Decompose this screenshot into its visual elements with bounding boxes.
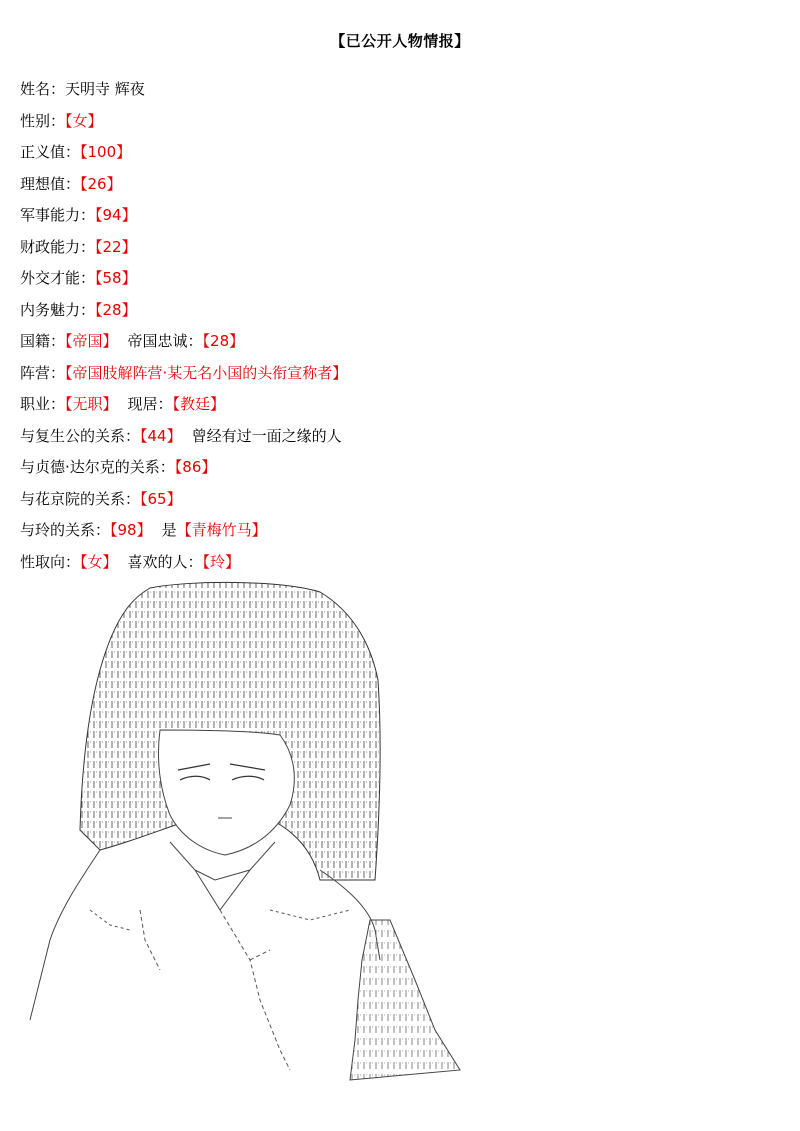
field-relation-jeanne [20, 456, 780, 488]
page-title: 【已公开人物情报】 [330, 32, 470, 50]
field-label: 理想值： [20, 174, 81, 193]
field-label: 职业： [20, 395, 66, 413]
field-value-secondary: 【教廷】 [172, 395, 226, 413]
field-name [20, 78, 780, 110]
field-label-secondary: 帝国忠诚： [127, 332, 203, 350]
field-orientation [20, 551, 780, 583]
field-label: 国籍： [20, 332, 66, 350]
field-label-secondary: 是 [161, 521, 177, 539]
field-text: 天明寺 辉夜 [65, 80, 145, 98]
field-label-secondary: 现居： [127, 395, 173, 413]
field-label: 姓名： [20, 80, 66, 98]
face-shape [158, 730, 294, 855]
profile-fields [20, 78, 780, 582]
field-value: 【94】 [95, 206, 137, 224]
field-nationality [20, 330, 780, 362]
field-value: 【26】 [80, 174, 122, 193]
field-value: 【帝国肢解阵营·某无名小国的头衔宣称者】 [65, 363, 348, 382]
field-diplomacy [20, 267, 780, 299]
field-value: 【100】 [80, 143, 132, 161]
ascii-art-figure [20, 580, 480, 1090]
field-label: 正义值： [20, 143, 81, 161]
field-value: 【22】 [95, 237, 137, 256]
field-value: 【28】 [95, 300, 137, 319]
field-justice [20, 141, 780, 173]
field-note: 曾经有过一面之缘的人 [191, 426, 342, 445]
field-label: 外交才能： [20, 269, 96, 287]
field-value-secondary: 【28】 [202, 332, 245, 350]
field-label: 与花京院的关系： [20, 489, 141, 508]
field-value: 【58】 [95, 269, 137, 287]
field-value: 【65】 [140, 489, 182, 508]
field-gender [20, 110, 780, 142]
field-relation-rei [20, 519, 780, 551]
field-finance [20, 236, 780, 268]
field-value: 【女】 [80, 552, 118, 571]
field-faction [20, 362, 780, 394]
field-relation-kakyoin [20, 488, 780, 520]
field-occupation [20, 393, 780, 425]
field-military [20, 204, 780, 236]
field-label: 阵营： [20, 363, 66, 382]
field-label: 与复生公的关系： [20, 426, 141, 445]
field-internal [20, 299, 780, 331]
field-value: 【帝国】 [65, 332, 118, 350]
field-value-secondary: 【玲】 [202, 552, 241, 571]
field-relation-fusheng [20, 425, 780, 457]
leg-shape [350, 920, 460, 1080]
field-label-secondary: 喜欢的人： [127, 552, 203, 571]
ascii-art-illustration [20, 580, 480, 1090]
field-label: 财政能力： [20, 237, 96, 256]
field-label: 内务魅力： [20, 300, 96, 319]
field-label: 军事能力： [20, 206, 96, 224]
field-ideal [20, 173, 780, 205]
field-value: 【86】 [174, 458, 217, 476]
field-value: 【98】 [110, 521, 152, 539]
arm-lines [90, 910, 350, 930]
field-value: 【无职】 [65, 395, 118, 413]
field-value: 【女】 [65, 111, 103, 130]
field-label: 与贞德·达尔克的关系： [20, 458, 175, 476]
dress-lines [140, 910, 290, 1070]
field-label: 性取向： [20, 552, 81, 571]
field-label: 与玲的关系： [20, 521, 111, 539]
field-value-secondary: 【青梅竹马】 [176, 521, 267, 539]
field-value: 【44】 [140, 426, 182, 445]
field-label: 性别： [20, 111, 66, 130]
